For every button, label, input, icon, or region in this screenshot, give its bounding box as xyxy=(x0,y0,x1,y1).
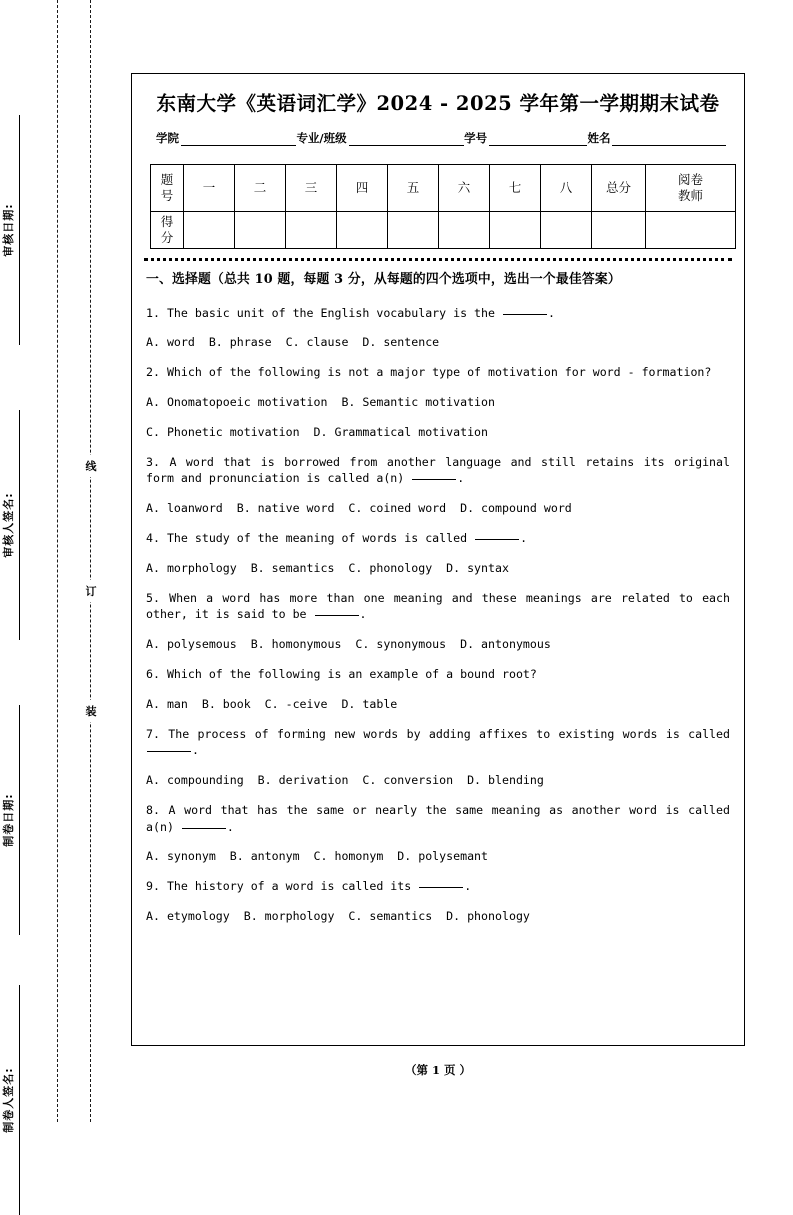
question-body xyxy=(146,271,730,925)
question-options-8[interactable]: A. synonym B. antonym C. homonym D. polysemant xyxy=(146,849,489,864)
score-cell-6[interactable] xyxy=(439,212,490,249)
margin-label-printer-signature: 制卷人签名: xyxy=(0,985,20,1215)
question-options-2b[interactable]: C. Phonetic motivation D. Grammatical motivation xyxy=(146,424,489,439)
marker-char-2: 教师 xyxy=(677,188,703,203)
dotted-separator xyxy=(144,258,732,261)
score-cell-4[interactable] xyxy=(337,212,388,249)
question-tail-1: . xyxy=(547,305,555,320)
score-table-stub-question xyxy=(151,165,184,212)
question-options-2a[interactable]: A. Onomatopoeic motivation B. Semantic motivation xyxy=(146,394,496,409)
question-stem-5 xyxy=(146,590,730,624)
field-input-name[interactable] xyxy=(612,132,726,146)
question-stem-7 xyxy=(146,726,730,760)
question-options-3[interactable]: A. loanword B. native word C. coined word D. compound word xyxy=(146,501,572,516)
score-cell-1[interactable] xyxy=(184,212,235,249)
question-text-7: 7. The process of forming new words by adding affixes to existing words is called xyxy=(146,726,730,741)
table-row-question-numbers xyxy=(151,165,736,212)
question-stem-2: 2. Which of the following is not a major type of motivation for word - formation? xyxy=(146,365,712,380)
student-id-line xyxy=(156,130,726,146)
question-text-1: 1. The basic unit of the English vocabulary is the xyxy=(146,305,502,320)
binding-dashed-line-outer xyxy=(57,0,58,1122)
exam-paper-box xyxy=(131,73,745,1046)
score-table-col-4: 四 xyxy=(337,165,388,212)
section-heading-multiple-choice: 一、选择题（总共 10 题，每题 3 分，从每题的四个选项中，选出一个最佳答案） xyxy=(146,272,621,287)
score-cell-3[interactable] xyxy=(286,212,337,249)
stub-score-char-1: 得 xyxy=(160,214,174,230)
field-label-major-class: 专业/班级 xyxy=(296,131,347,145)
question-options-9[interactable]: A. etymology B. morphology C. semantics D. phonology xyxy=(146,909,530,924)
score-cell-5[interactable] xyxy=(388,212,439,249)
question-stem-8 xyxy=(146,802,730,836)
question-stem-1 xyxy=(146,305,730,322)
question-stem-4 xyxy=(146,530,730,547)
score-table-col-total: 总分 xyxy=(592,165,646,212)
question-tail-3: . xyxy=(457,471,465,486)
question-tail-4: . xyxy=(520,530,528,545)
stub-score-char-2: 分 xyxy=(160,230,174,245)
score-table-col-3: 三 xyxy=(286,165,337,212)
question-options-4[interactable]: A. morphology B. semantics C. phonology D. syntax xyxy=(146,560,509,575)
field-input-major-class[interactable] xyxy=(349,132,464,146)
stub-char-2: 号 xyxy=(160,188,174,203)
question-stem-6: 6. Which of the following is an example of a bound root? xyxy=(146,666,537,681)
question-text-3: 3. A word that is borrowed from another language and still retains its original form and pronunciation is called a(n) xyxy=(146,454,730,486)
score-cell-8[interactable] xyxy=(541,212,592,249)
score-table-col-2: 二 xyxy=(235,165,286,212)
page-title: 东南大学《英语词汇学》2024 - 2025 学年第一学期期末试卷 xyxy=(156,92,720,115)
question-text-9: 9. The history of a word is called its xyxy=(146,879,419,894)
margin-label-review-date: 审核日期: xyxy=(0,115,20,345)
field-input-student-number[interactable] xyxy=(489,132,587,146)
field-label-student-number: 学号 xyxy=(464,131,488,145)
table-row-scores xyxy=(151,212,736,249)
binding-char-line: 线 xyxy=(82,455,100,477)
question-options-5[interactable]: A. polysemous B. homonymous C. synonymous D. antonymous xyxy=(146,637,551,652)
score-table xyxy=(150,164,736,249)
answer-blank-5[interactable] xyxy=(315,615,359,616)
question-tail-5: . xyxy=(359,607,367,622)
question-stem-9 xyxy=(146,878,730,895)
question-text-5: 5. When a word has more than one meaning and these meanings are related to each other, it is said to be xyxy=(146,590,730,622)
question-options-7[interactable]: A. compounding B. derivation C. conversion D. blending xyxy=(146,773,544,788)
field-input-college[interactable] xyxy=(181,132,296,146)
margin-label-reviewer-signature: 审核人签名: xyxy=(0,410,20,640)
score-table-col-8: 八 xyxy=(541,165,592,212)
question-tail-7: . xyxy=(192,743,199,758)
page-footer: （第 1 页 ） xyxy=(404,1063,471,1077)
stub-char-1: 题 xyxy=(160,172,174,188)
score-table-col-5: 五 xyxy=(388,165,439,212)
score-cell-7[interactable] xyxy=(490,212,541,249)
marker-char-1: 阅卷 xyxy=(677,172,703,188)
question-options-6[interactable]: A. man B. book C. -ceive D. table xyxy=(146,696,398,711)
score-table-col-7: 七 xyxy=(490,165,541,212)
answer-blank-1[interactable] xyxy=(503,314,547,315)
answer-blank-7[interactable] xyxy=(147,751,191,752)
question-options-1[interactable]: A. word B. phrase C. clause D. sentence xyxy=(146,335,440,350)
binding-char-bind: 订 xyxy=(82,580,100,602)
score-cell-2[interactable] xyxy=(235,212,286,249)
field-label-name: 姓名 xyxy=(587,131,611,145)
answer-blank-9[interactable] xyxy=(419,887,463,888)
score-table-wrapper xyxy=(150,164,744,249)
score-cell-marker[interactable] xyxy=(646,212,736,249)
question-text-4: 4. The study of the meaning of words is called xyxy=(146,530,475,545)
answer-blank-3[interactable] xyxy=(412,479,456,480)
field-label-college: 学院 xyxy=(156,131,179,145)
question-tail-8: . xyxy=(226,819,234,834)
question-stem-3 xyxy=(146,454,730,488)
score-table-col-marker xyxy=(646,165,736,212)
answer-blank-4[interactable] xyxy=(475,539,519,540)
score-table-col-6: 六 xyxy=(439,165,490,212)
answer-blank-8[interactable] xyxy=(182,828,226,829)
question-tail-9: . xyxy=(464,879,472,894)
score-table-stub-score xyxy=(151,212,184,249)
question-text-8: 8. A word that has the same or nearly the same meaning as another word is called a(n) xyxy=(146,802,730,834)
binding-char-wrap: 装 xyxy=(82,700,100,722)
margin-label-print-date: 制卷日期: xyxy=(0,705,20,935)
score-table-col-1: 一 xyxy=(184,165,235,212)
binding-dashed-line-inner xyxy=(90,0,91,1122)
score-cell-total[interactable] xyxy=(592,212,646,249)
